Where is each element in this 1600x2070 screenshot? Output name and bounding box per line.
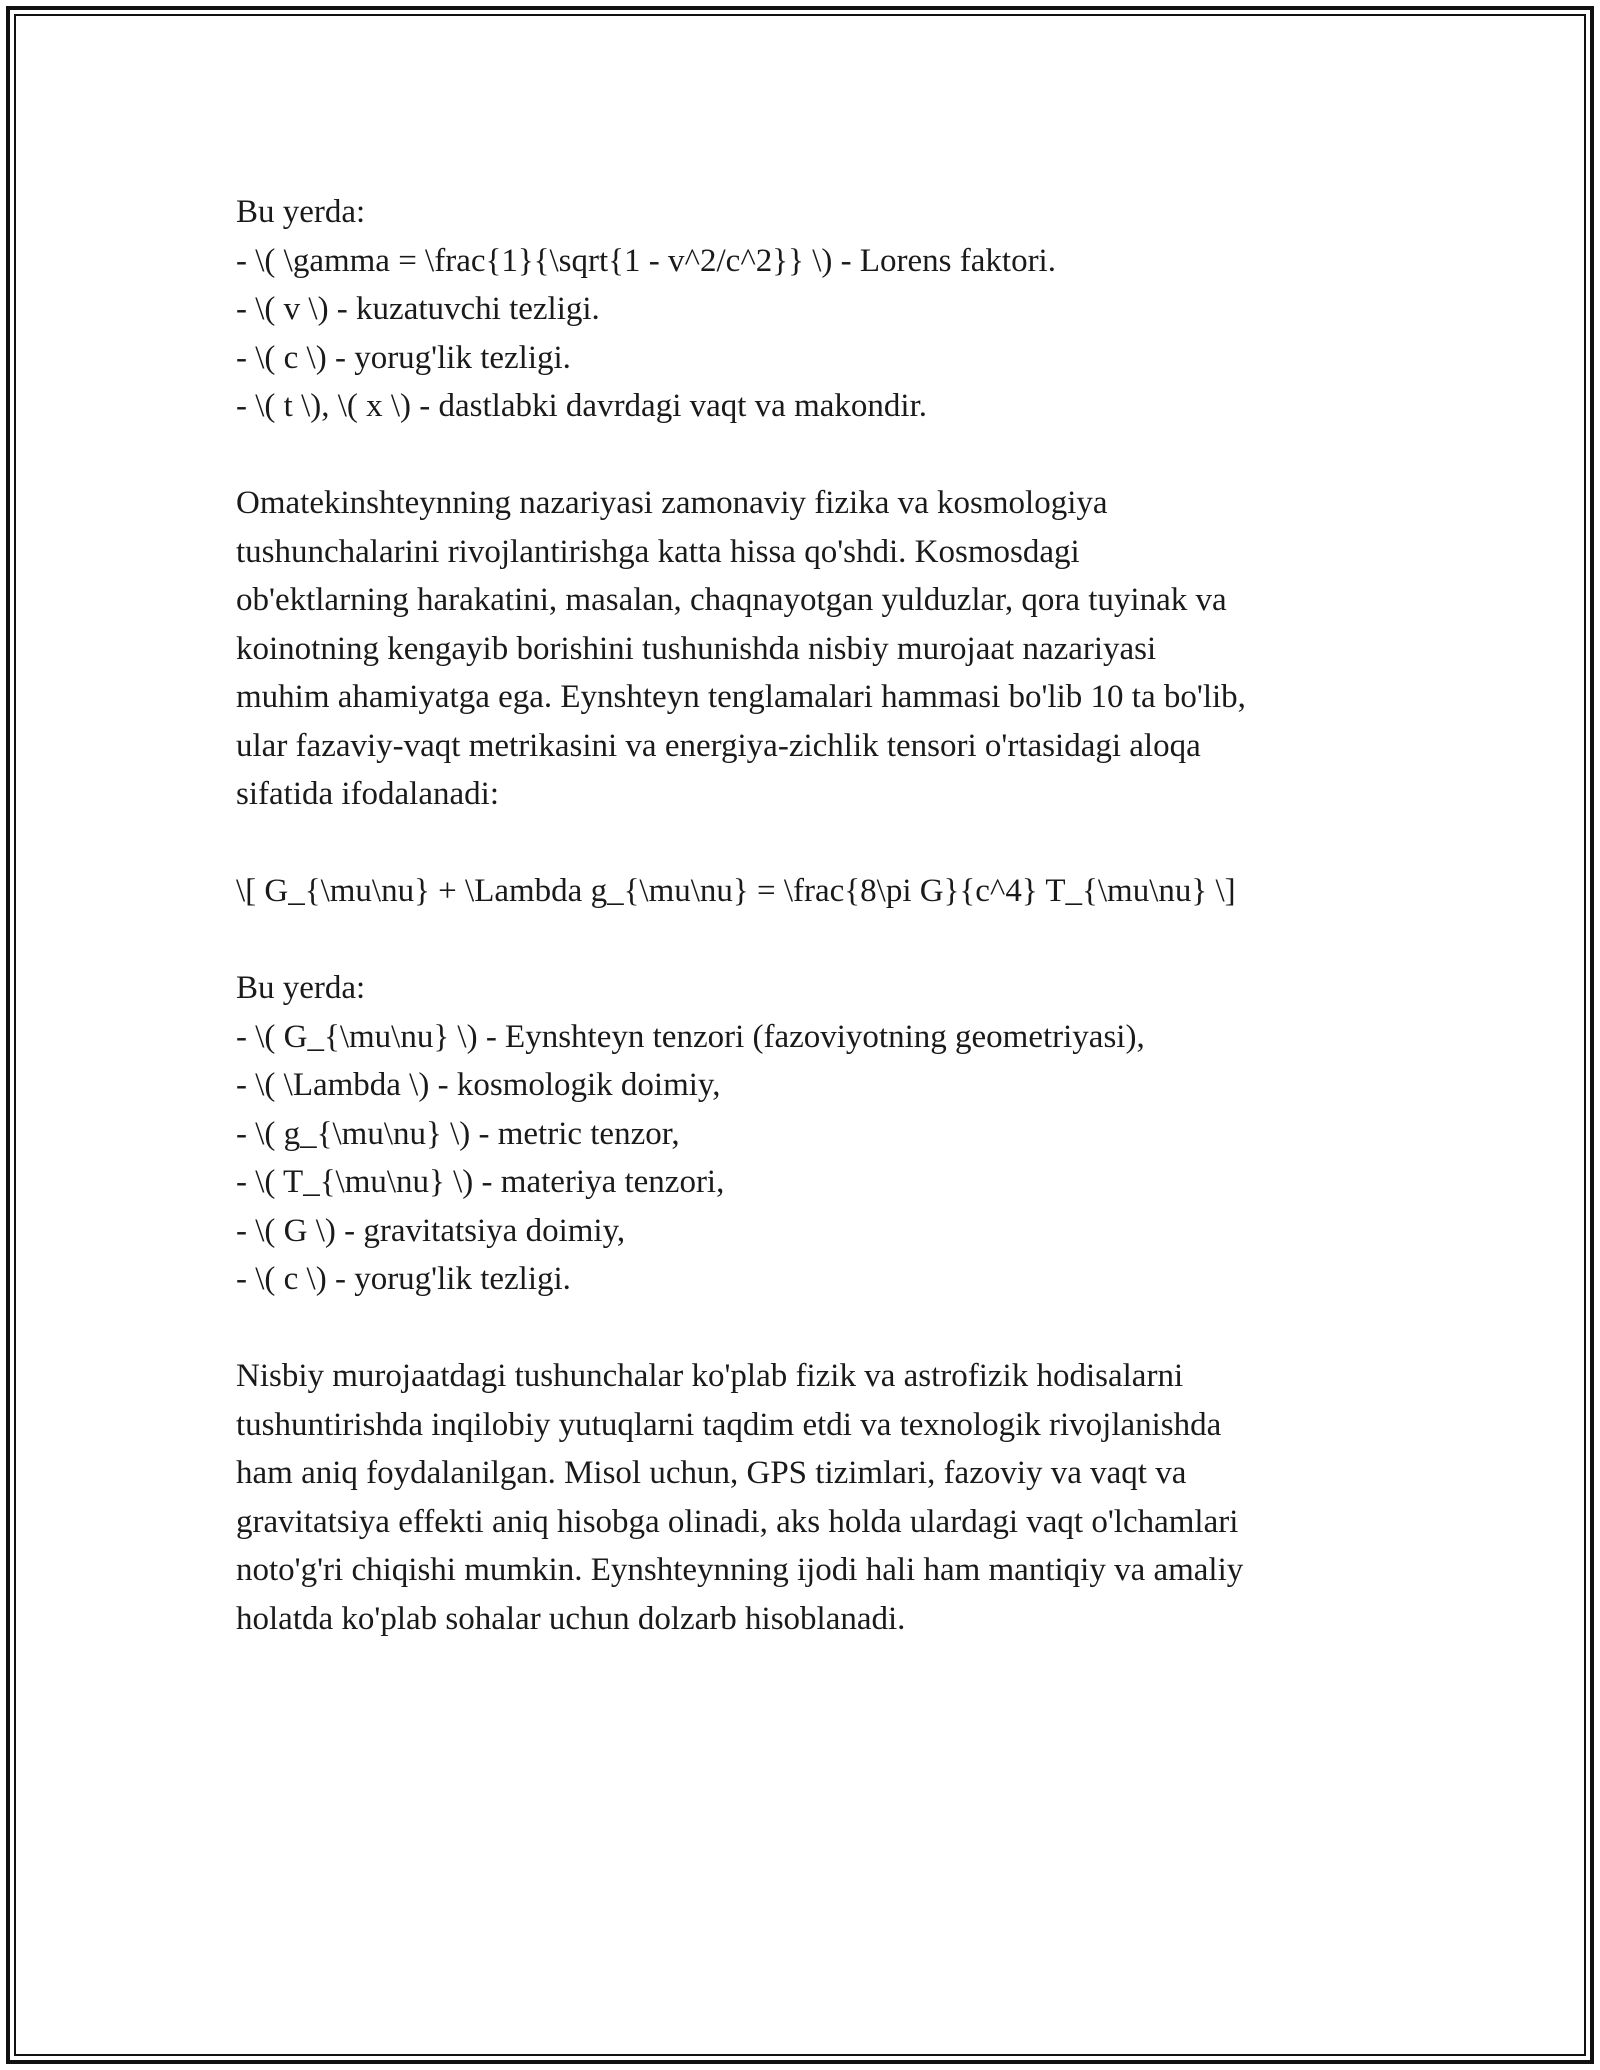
paragraph-line: ular fazaviy-vaqt metrikasini va energiya-zichlik tensori o'rtasidagi aloqa: [236, 727, 1201, 764]
paragraph-line: gravitatsiya effekti aniq hisobga olinadi, aks holda ulardagi vaqt o'lchamlari: [236, 1503, 1239, 1540]
definitions-intro: Bu yerda:: [236, 970, 366, 1006]
document-body: [236, 188, 1386, 1643]
paragraph-line: noto'g'ri chiqishi mumkin. Eynshteynning ijodi hali ham mantiqiy va amaliy: [236, 1552, 1244, 1588]
definitions-list-einstein: [236, 964, 1386, 1304]
paragraph-line: Nisbiy murojaatdagi tushunchalar ko'plab fizik va astrofizik hodisalarni: [236, 1358, 1184, 1394]
spacer: [236, 916, 1386, 965]
paragraph-line: muhim ahamiyatga ega. Eynshteyn tenglamalari hammasi bo'lib 10 ta bo'lib,: [236, 679, 1246, 715]
definition-item: - \( \Lambda \) - kosmologik doimiy,: [236, 1067, 721, 1103]
definitions-list-lorentz: [236, 188, 1386, 431]
definition-item: - \( c \) - yorug'lik tezligi.: [236, 1261, 571, 1297]
definition-item: - \( c \) - yorug'lik tezligi.: [236, 339, 571, 376]
paragraph-line: holatda ko'plab sohalar uchun dolzarb hisoblanadi.: [236, 1600, 906, 1637]
paragraph-applications: [236, 1352, 1386, 1643]
paragraph-line: tushunchalarini rivojlantirishga katta hissa qo'shdi. Kosmosdagi: [236, 533, 1080, 570]
definition-item: - \( G \) - gravitatsiya doimiy,: [236, 1212, 626, 1249]
definition-item: - \( v \) - kuzatuvchi tezligi.: [236, 291, 600, 327]
paragraph-line: ob'ektlarning harakatini, masalan, chaqnayotgan yulduzlar, qora tuyinak va: [236, 582, 1227, 618]
einstein-equation: \[ G_{\mu\nu} + \Lambda g_{\mu\nu} = \frac{8\pi G}{c^4} T_{\mu\nu} \]: [236, 873, 1236, 909]
paragraph-line: ham aniq foydalanilgan. Misol uchun, GPS tizimlari, fazoviy va vaqt va: [236, 1455, 1187, 1491]
definition-item: - \( T_{\mu\nu} \) - materiya tenzori,: [236, 1164, 725, 1200]
paragraph-theory: [236, 479, 1386, 819]
spacer: [236, 431, 1386, 480]
definitions-intro: Bu yerda:: [236, 194, 366, 230]
spacer: [236, 1304, 1386, 1353]
spacer: [236, 819, 1386, 868]
equation-block: [236, 867, 1386, 916]
definition-item: - \( t \), \( x \) - dastlabki davrdagi vaqt va makondir.: [236, 388, 927, 424]
paragraph-line: tushuntirishda inqilobiy yutuqlarni taqdim etdi va texnologik rivojlanishda: [236, 1406, 1222, 1443]
paragraph-line: sifatida ifodalanadi:: [236, 776, 499, 812]
definition-item: - \( \gamma = \frac{1}{\sqrt{1 - v^2/c^2}} \) - Lorens faktori.: [236, 242, 1056, 279]
definition-item: - \( G_{\mu\nu} \) - Eynshteyn tenzori (fazoviyotning geometriyasi),: [236, 1018, 1145, 1055]
paragraph-line: Omatekinshteynning nazariyasi zamonaviy fizika va kosmologiya: [236, 485, 1108, 521]
definition-item: - \( g_{\mu\nu} \) - metric tenzor,: [236, 1115, 680, 1152]
paragraph-line: koinotning kengayib borishini tushunishda nisbiy murojaat nazariyasi: [236, 630, 1157, 667]
